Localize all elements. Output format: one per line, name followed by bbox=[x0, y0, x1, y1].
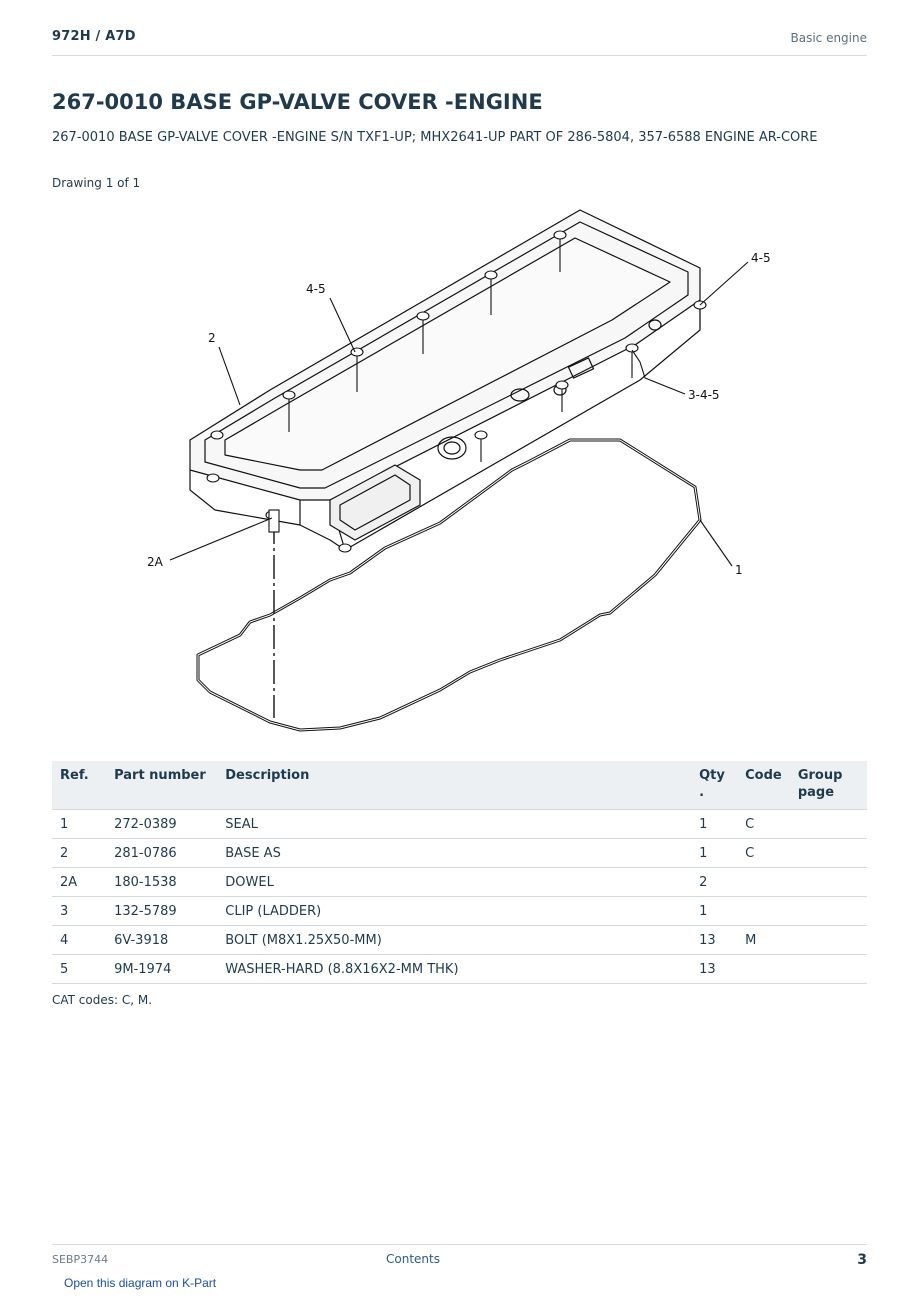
parts-table bbox=[52, 761, 867, 984]
cell-ref: 2 bbox=[52, 839, 106, 868]
cell-part-number: 180-1538 bbox=[106, 868, 217, 897]
cell-description: CLIP (LADDER) bbox=[217, 897, 691, 926]
cell-code bbox=[737, 868, 790, 897]
drawing-label: Drawing 1 of 1 bbox=[52, 176, 141, 190]
cell-group-page bbox=[790, 897, 867, 926]
cell-qty: 13 bbox=[691, 926, 737, 955]
section-name: Basic engine bbox=[790, 31, 867, 45]
callout-2: 2 bbox=[208, 331, 216, 345]
cell-group-page bbox=[790, 810, 867, 839]
model-breadcrumb: 972H / A7D bbox=[52, 29, 136, 44]
callout-2a: 2A bbox=[147, 555, 163, 569]
footer-divider bbox=[52, 1244, 867, 1245]
header-ref: Ref. bbox=[52, 761, 106, 810]
header-code: Code bbox=[737, 761, 790, 810]
cell-code: C bbox=[737, 839, 790, 868]
table-row bbox=[52, 926, 867, 955]
cell-code bbox=[737, 897, 790, 926]
cell-group-page bbox=[790, 955, 867, 984]
cell-description: SEAL bbox=[217, 810, 691, 839]
cell-description: WASHER-HARD (8.8X16X2-MM THK) bbox=[217, 955, 691, 984]
cell-code: C bbox=[737, 810, 790, 839]
cell-part-number: 281-0786 bbox=[106, 839, 217, 868]
callout-4-5-right: 4-5 bbox=[751, 251, 771, 265]
cell-code bbox=[737, 955, 790, 984]
cell-group-page bbox=[790, 839, 867, 868]
cell-qty: 2 bbox=[691, 868, 737, 897]
cell-qty: 1 bbox=[691, 810, 737, 839]
cell-qty: 1 bbox=[691, 897, 737, 926]
cell-part-number: 9M-1974 bbox=[106, 955, 217, 984]
table-row bbox=[52, 955, 867, 984]
callout-3-4-5: 3-4-5 bbox=[688, 388, 720, 402]
cat-codes-note: CAT codes: C, M. bbox=[52, 993, 153, 1007]
page-title: 267-0010 BASE GP-VALVE COVER -ENGINE bbox=[52, 90, 543, 114]
page-number: 3 bbox=[857, 1252, 867, 1268]
parts-diagram bbox=[120, 195, 800, 740]
cell-group-page bbox=[790, 868, 867, 897]
table-row bbox=[52, 868, 867, 897]
cell-description: BASE AS bbox=[217, 839, 691, 868]
table-row bbox=[52, 810, 867, 839]
cell-ref: 2A bbox=[52, 868, 106, 897]
cell-group-page bbox=[790, 926, 867, 955]
cell-part-number: 272-0389 bbox=[106, 810, 217, 839]
cell-part-number: 6V-3918 bbox=[106, 926, 217, 955]
cell-qty: 13 bbox=[691, 955, 737, 984]
cell-ref: 3 bbox=[52, 897, 106, 926]
cell-ref: 5 bbox=[52, 955, 106, 984]
cell-ref: 1 bbox=[52, 810, 106, 839]
cell-qty: 1 bbox=[691, 839, 737, 868]
parts-table-header bbox=[52, 761, 867, 810]
table-row bbox=[52, 839, 867, 868]
open-in-kpart-link[interactable]: Open this diagram on K-Part bbox=[64, 1276, 217, 1290]
cell-part-number: 132-5789 bbox=[106, 897, 217, 926]
header-qty: Qty . bbox=[691, 761, 737, 810]
header-description: Description bbox=[217, 761, 691, 810]
callout-4-5-top: 4-5 bbox=[306, 282, 326, 296]
page-subtitle: 267-0010 BASE GP-VALVE COVER -ENGINE S/N TXF1-UP; MHX2641-UP PART OF 286-5804, 357-6588 ENGINE AR-CORE bbox=[52, 130, 818, 145]
table-row bbox=[52, 897, 867, 926]
header-divider bbox=[52, 55, 867, 56]
dowel-drawing bbox=[269, 510, 279, 532]
header-part-number: Part number bbox=[106, 761, 217, 810]
callout-1: 1 bbox=[735, 563, 743, 577]
valve-cover-base-drawing bbox=[190, 210, 700, 550]
header-group-page: Group page bbox=[790, 761, 867, 810]
cell-description: BOLT (M8X1.25X50-MM) bbox=[217, 926, 691, 955]
cell-description: DOWEL bbox=[217, 868, 691, 897]
contents-link[interactable]: Contents bbox=[386, 1252, 440, 1266]
cell-code: M bbox=[737, 926, 790, 955]
cell-ref: 4 bbox=[52, 926, 106, 955]
document-id: SEBP3744 bbox=[52, 1253, 109, 1266]
